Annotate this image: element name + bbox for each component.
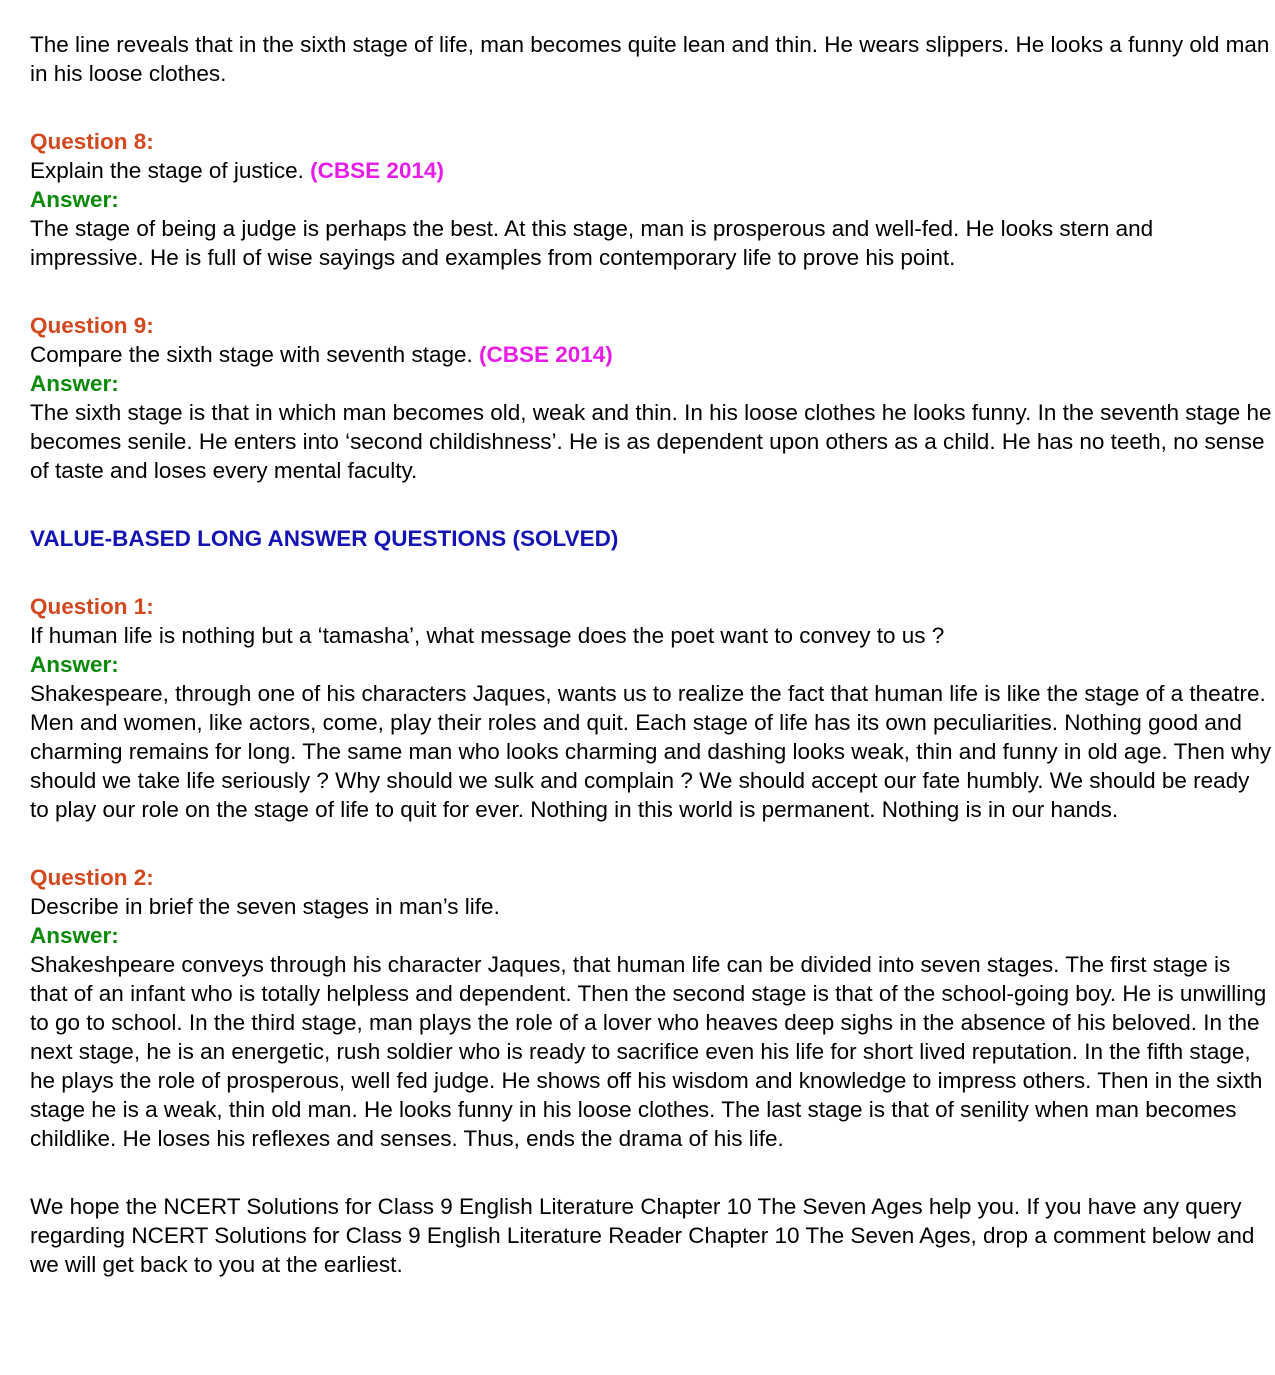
question-label: Question 2: [30, 865, 154, 890]
value-question-block-2 [30, 863, 1275, 1153]
question-label: Question 9: [30, 313, 154, 338]
question-label: Question 1: [30, 594, 154, 619]
question-text: Describe in brief the seven stages in man’s life. [30, 894, 500, 919]
intro-paragraph: The line reveals that in the sixth stage of life, man becomes quite lean and thin. He wears slippers. He looks a funny old man in his loose clothes. [30, 32, 1270, 86]
question-label: Question 8: [30, 129, 154, 154]
answer-label: Answer: [30, 371, 119, 396]
question-text [30, 156, 1272, 185]
closing-paragraph: We hope the NCERT Solutions for Class 9 English Literature Chapter 10 The Seven Ages help you. If you have any query regarding NCERT Solutions for Class 9 English Literature Reader Chapter 10 The Seven Ages, drop a comment below and we will get back to you at the earliest. [30, 1194, 1255, 1277]
answer-label: Answer: [30, 652, 119, 677]
section-heading: VALUE-BASED LONG ANSWER QUESTIONS (SOLVED) [30, 526, 619, 551]
answer-label: Answer: [30, 923, 119, 948]
answer-text: The stage of being a judge is perhaps the best. At this stage, man is prosperous and well-fed. He looks stern and impressive. He is full of wise sayings and examples from contemporary life to prove his point. [30, 216, 1154, 270]
answer-label: Answer: [30, 187, 119, 212]
question-text [30, 340, 1272, 369]
value-question-block-1 [30, 592, 1275, 824]
answer-text: The sixth stage is that in which man becomes old, weak and thin. In his loose clothes he looks funny. In the seventh stage he becomes senile. He enters into ‘second childishness’. He is as dependent upon others as a child. He has no teeth, no sense of taste and loses every mental faculty. [30, 400, 1272, 483]
question-body: Compare the sixth stage with seventh stage. [30, 342, 479, 367]
question-body: Explain the stage of justice. [30, 158, 311, 183]
question-text: If human life is nothing but a ‘tamasha’, what message does the poet want to convey to us ? [30, 623, 945, 648]
cbse-tag: (CBSE 2014) [479, 342, 613, 367]
question-block-9 [30, 311, 1275, 485]
question-block-8 [30, 127, 1275, 272]
answer-text: Shakeshpeare conveys through his character Jaques, that human life can be divided into seven stages. The first stage is that of an infant who is totally helpless and dependent. Then the second stage is that of the school-going boy. He is unwilling to go to school. In the third stage, man plays the role of a lover who heaves deep sighs in the absence of his beloved. In the next stage, he is an energetic, rush soldier who is ready to sacrifice even his life for short lived reputation. In the fifth stage, he plays the role of prosperous, well fed judge. He shows off his wisdom and knowledge to impress others. Then in the sixth stage he is a weak, thin old man. He looks funny in his loose clothes. The last stage is that of senility when man becomes childlike. He loses his reflexes and senses. Thus, ends the drama of his life. [30, 952, 1267, 1151]
cbse-tag: (CBSE 2014) [310, 158, 444, 183]
answer-text: Shakespeare, through one of his characters Jaques, wants us to realize the fact that human life is like the stage of a theatre. Men and women, like actors, come, play their roles and quit. Each stage of life has its own peculiarities. Nothing good and charming remains for long. The same man who looks charming and dashing looks weak, thin and funny in old age. Then why should we take life seriously ? Why should we sulk and complain ? We should accept our fate humbly. We should be ready to play our role on the stage of life to quit for ever. Nothing in this world is permanent. Nothing is in our hands. [30, 681, 1272, 822]
